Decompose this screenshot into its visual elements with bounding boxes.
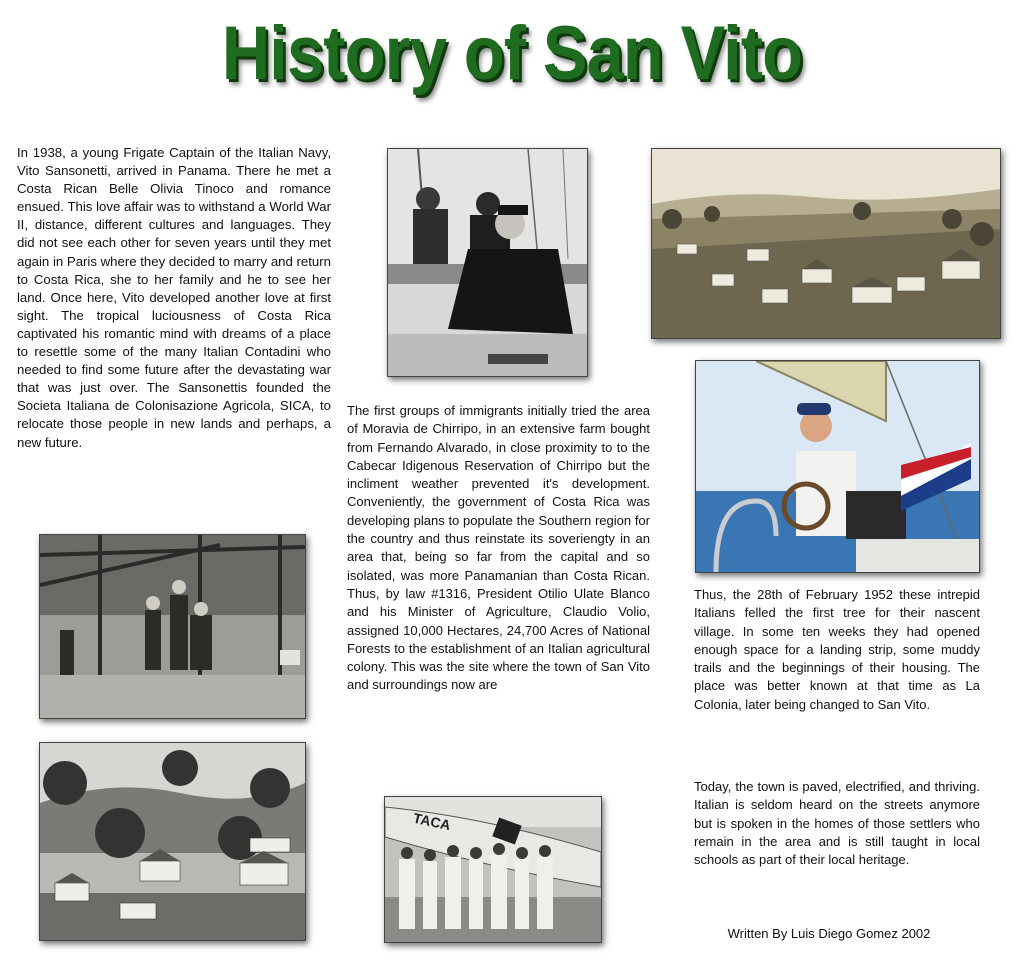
today-paragraph: Today, the town is paved, electrified, and thriving. Italian is seldom heard on the streets anymore but is spoken in the homes of those settlers who remain in the area and is still taught in local schools as part of their local heritage.	[694, 779, 980, 868]
page-title: History of San Vito	[221, 11, 803, 96]
photo-village-landscape	[651, 148, 1001, 339]
photo-group-at-taca-airplane	[384, 796, 602, 943]
photo-men-at-sawmill	[39, 534, 306, 719]
intro-paragraph: In 1938, a young Frigate Captain of the Italian Navy, Vito Sansonetti, arrived in Panama. There he met a Costa Rican Belle Olivia Tinoco and romance ensued. This love affair was to withstand a World War II, distance, different cultures and languages. They did not see each other for seven years until they met again in Paris where they decided to marry and return to Costa Rica, she to her family and he to see her land. Once here, Vito developed another love at first sight. The tropical luciousness of Costa Rica captivated his romantic mind with dreams of a place to resettle some of the many Italian Contadini who needed to find some future after the devastating war that was just over. The Sansonettis founded the Societa Italiana de Colonisazione Agricola, SICA, to relocate those people in new lands and perhaps, a new future.	[17, 145, 331, 450]
photo-captain-on-ship	[387, 148, 588, 377]
author-credit: Written By Luis Diego Gomez 2002	[727, 926, 931, 941]
plane-lettering: TACA	[411, 809, 453, 834]
founding-paragraph: Thus, the 28th of February 1952 these intrepid Italians felled the first tree for their nascent village. In some ten weeks they had opened enough space for a landing strip, some muddy trails and the beginnings of their housing. The place was better known at that time as La Colonia, later being changed to San Vito.	[694, 587, 980, 712]
photo-houses-in-clearing	[39, 742, 306, 941]
immigrants-paragraph: The first groups of immigrants initially tried the area of Moravia de Chirripo, in an extensive farm bought from Fernando Alvarado, in close proximity to to the Cabecar Idigenous Reservation of Chirripo but the incliment weather prevented it's development. Conveniently, the government of Costa Rica was developing plans to populate the Southern region for the country and thus reinstate its soveriengty in an area that, being so far from the capital and so isolated, was more Panamanian than Costa Rican. Thus, by law #1316, President Otilio Ulate Blanco and his Minister of Agriculture, Claudio Volio, assigned 10,000 Hectares, 24,700 Acres of National Forests to the establishment of an Italian agricultural colony. This was the site where the town of San Vito and surroundings now are	[347, 403, 650, 693]
photo-man-at-sailboat-wheel	[695, 360, 980, 573]
